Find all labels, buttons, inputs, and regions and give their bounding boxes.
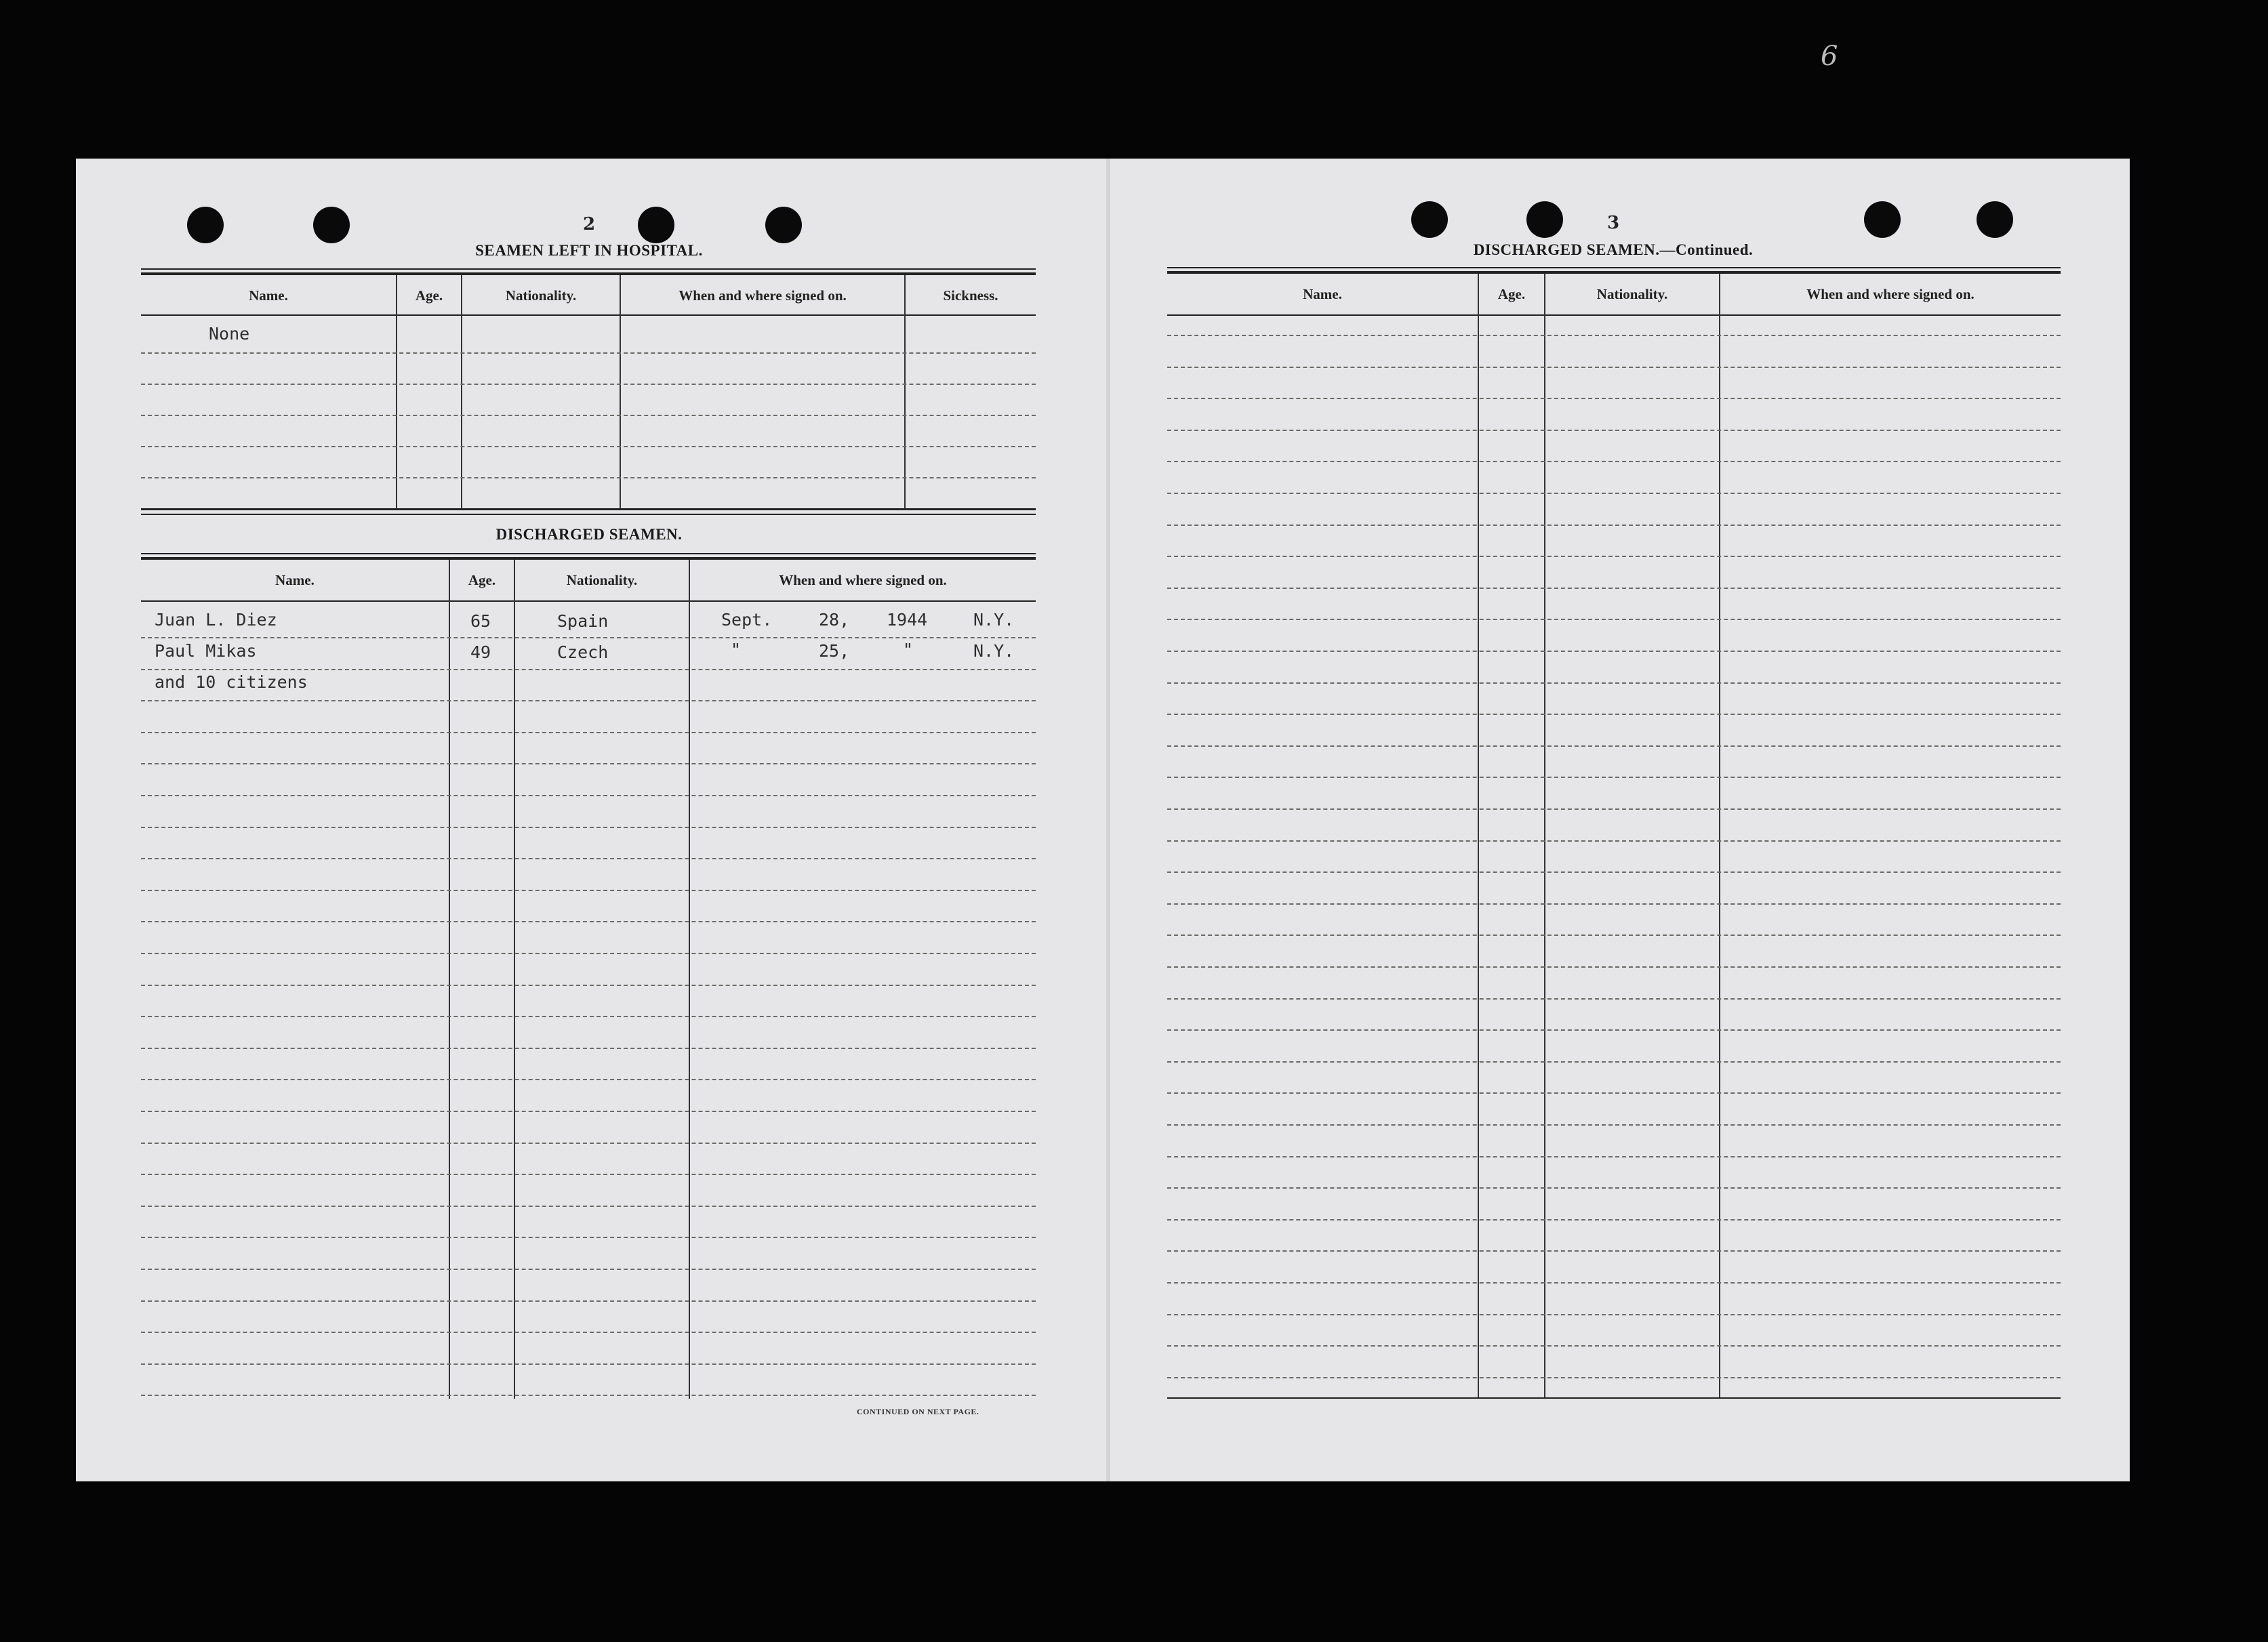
ruled-line xyxy=(141,1111,1036,1112)
discharged-row-2-month: " xyxy=(731,640,742,659)
ruled-line xyxy=(141,1395,1036,1396)
discharged-row-3-name: and 10 citizens xyxy=(155,672,308,692)
discharged-header-signed-on: When and where signed on. xyxy=(779,572,947,588)
hospital-header-age: Age. xyxy=(415,287,443,304)
ruled-line xyxy=(141,953,1036,954)
hospital-header-nationality: Nationality. xyxy=(505,287,577,304)
hospital-entry-none: None xyxy=(209,324,250,344)
discharged-row-2-age: 49 xyxy=(470,642,491,662)
ruled-line xyxy=(1167,935,2061,936)
ruled-line xyxy=(141,827,1036,828)
ruled-line xyxy=(1167,682,2061,684)
continued-header-age: Age. xyxy=(1497,286,1526,302)
continued-header-signed-on: When and where signed on. xyxy=(1806,286,1975,302)
ruled-line xyxy=(1167,651,2061,652)
ruled-line xyxy=(141,1269,1036,1270)
discharged-section-title: DISCHARGED SEAMEN. xyxy=(495,526,683,543)
ruled-line xyxy=(141,1016,1036,1017)
hospital-header-sickness: Sickness. xyxy=(943,287,998,304)
ruled-line xyxy=(141,1300,1036,1302)
ruled-line xyxy=(1167,1061,2061,1063)
punch-hole xyxy=(1977,201,2013,238)
punch-hole xyxy=(1411,201,1448,238)
ruled-line xyxy=(141,1363,1036,1365)
ruled-line xyxy=(1167,1092,2061,1094)
continued-header-name: Name. xyxy=(1303,286,1342,302)
page-number-right: 3 xyxy=(1606,213,1620,233)
punch-hole xyxy=(187,207,224,243)
ruled-line xyxy=(1167,335,2061,336)
discharged-continued-table xyxy=(1167,267,2061,1405)
ruled-line xyxy=(141,1332,1036,1333)
ruled-line xyxy=(141,700,1036,701)
ledger-sheet xyxy=(76,159,2130,1481)
ruled-line xyxy=(1167,1282,2061,1284)
ruled-line xyxy=(141,637,1036,638)
discharged-row-1-age: 65 xyxy=(470,611,491,631)
punch-hole xyxy=(1526,201,1563,238)
ruled-line xyxy=(141,890,1036,891)
ruled-line xyxy=(1167,1250,2061,1252)
ruled-line xyxy=(1167,398,2061,399)
discharged-header-age: Age. xyxy=(468,572,496,588)
ruled-line xyxy=(141,1048,1036,1049)
punch-hole xyxy=(765,207,802,243)
ruled-line xyxy=(1167,871,2061,873)
discharged-header-nationality: Nationality. xyxy=(566,572,638,588)
ruled-line xyxy=(141,985,1036,986)
discharged-continued-title: DISCHARGED SEAMEN.—Continued. xyxy=(1473,241,1754,258)
ruled-line xyxy=(1167,808,2061,810)
discharged-row-1-place: N.Y. xyxy=(973,610,1015,630)
ruled-line xyxy=(1167,1124,2061,1126)
hospital-table xyxy=(141,268,1036,404)
ruled-line xyxy=(1167,367,2061,368)
ruled-line xyxy=(1167,461,2061,462)
ruled-line xyxy=(141,858,1036,859)
ruled-line xyxy=(1167,588,2061,589)
discharged-row-1-year: 1944 xyxy=(887,610,928,630)
ruled-line xyxy=(141,1206,1036,1207)
ruled-line xyxy=(141,1237,1036,1238)
discharged-row-2-name: Paul Mikas xyxy=(155,641,257,661)
ruled-line xyxy=(1167,1345,2061,1347)
ruled-line xyxy=(1167,840,2061,842)
ruled-line xyxy=(141,763,1036,764)
ruled-line xyxy=(1167,1156,2061,1157)
ruled-line xyxy=(1167,966,2061,968)
hospital-section-title: SEAMEN LEFT IN HOSPITAL. xyxy=(475,242,703,259)
ruled-line xyxy=(141,1143,1036,1144)
punch-hole xyxy=(638,207,674,243)
ruled-line xyxy=(1167,430,2061,431)
page-fold xyxy=(1106,159,1110,1481)
discharged-row-2-place: N.Y. xyxy=(973,641,1015,661)
discharged-row-1-day: 28, xyxy=(819,610,850,630)
ruled-line xyxy=(1167,903,2061,905)
ruled-line xyxy=(1167,619,2061,620)
page-number-left: 2 xyxy=(582,214,596,234)
ruled-line xyxy=(141,669,1036,670)
ruled-line xyxy=(1167,525,2061,526)
ruled-line xyxy=(141,1174,1036,1175)
punch-hole xyxy=(313,207,350,243)
ruled-line xyxy=(1167,1219,2061,1220)
discharged-row-2-year: " xyxy=(903,640,914,659)
ruled-line xyxy=(141,921,1036,922)
ruled-line xyxy=(1167,777,2061,778)
ruled-line xyxy=(141,795,1036,796)
ruled-line xyxy=(1167,493,2061,494)
discharged-row-2-day: 25, xyxy=(819,641,850,661)
ruled-line xyxy=(141,732,1036,733)
discharged-table xyxy=(141,553,1036,1399)
discharged-header-name: Name. xyxy=(275,572,315,588)
discharged-row-1-month: Sept. xyxy=(721,610,773,630)
ruled-line xyxy=(1167,556,2061,557)
ruled-line xyxy=(1167,1029,2061,1031)
continued-footer-note: CONTINUED ON NEXT PAGE. xyxy=(857,1407,979,1416)
discharged-row-1-nationality: Spain xyxy=(557,611,609,631)
ruled-line xyxy=(141,1079,1036,1080)
ruled-line xyxy=(1167,1187,2061,1189)
ruled-line xyxy=(1167,745,2061,747)
punch-hole xyxy=(1864,201,1901,238)
discharged-row-2-nationality: Czech xyxy=(557,642,609,662)
hospital-header-name: Name. xyxy=(249,287,288,304)
continued-header-nationality: Nationality. xyxy=(1596,286,1668,302)
corner-mark: 6 xyxy=(1821,41,1838,72)
ruled-line xyxy=(1167,998,2061,1000)
ruled-line xyxy=(1167,714,2061,715)
hospital-header-signed-on: When and where signed on. xyxy=(679,287,847,304)
ruled-line xyxy=(1167,1314,2061,1315)
ruled-line xyxy=(1167,1377,2061,1378)
discharged-row-1-name: Juan L. Diez xyxy=(155,610,277,630)
